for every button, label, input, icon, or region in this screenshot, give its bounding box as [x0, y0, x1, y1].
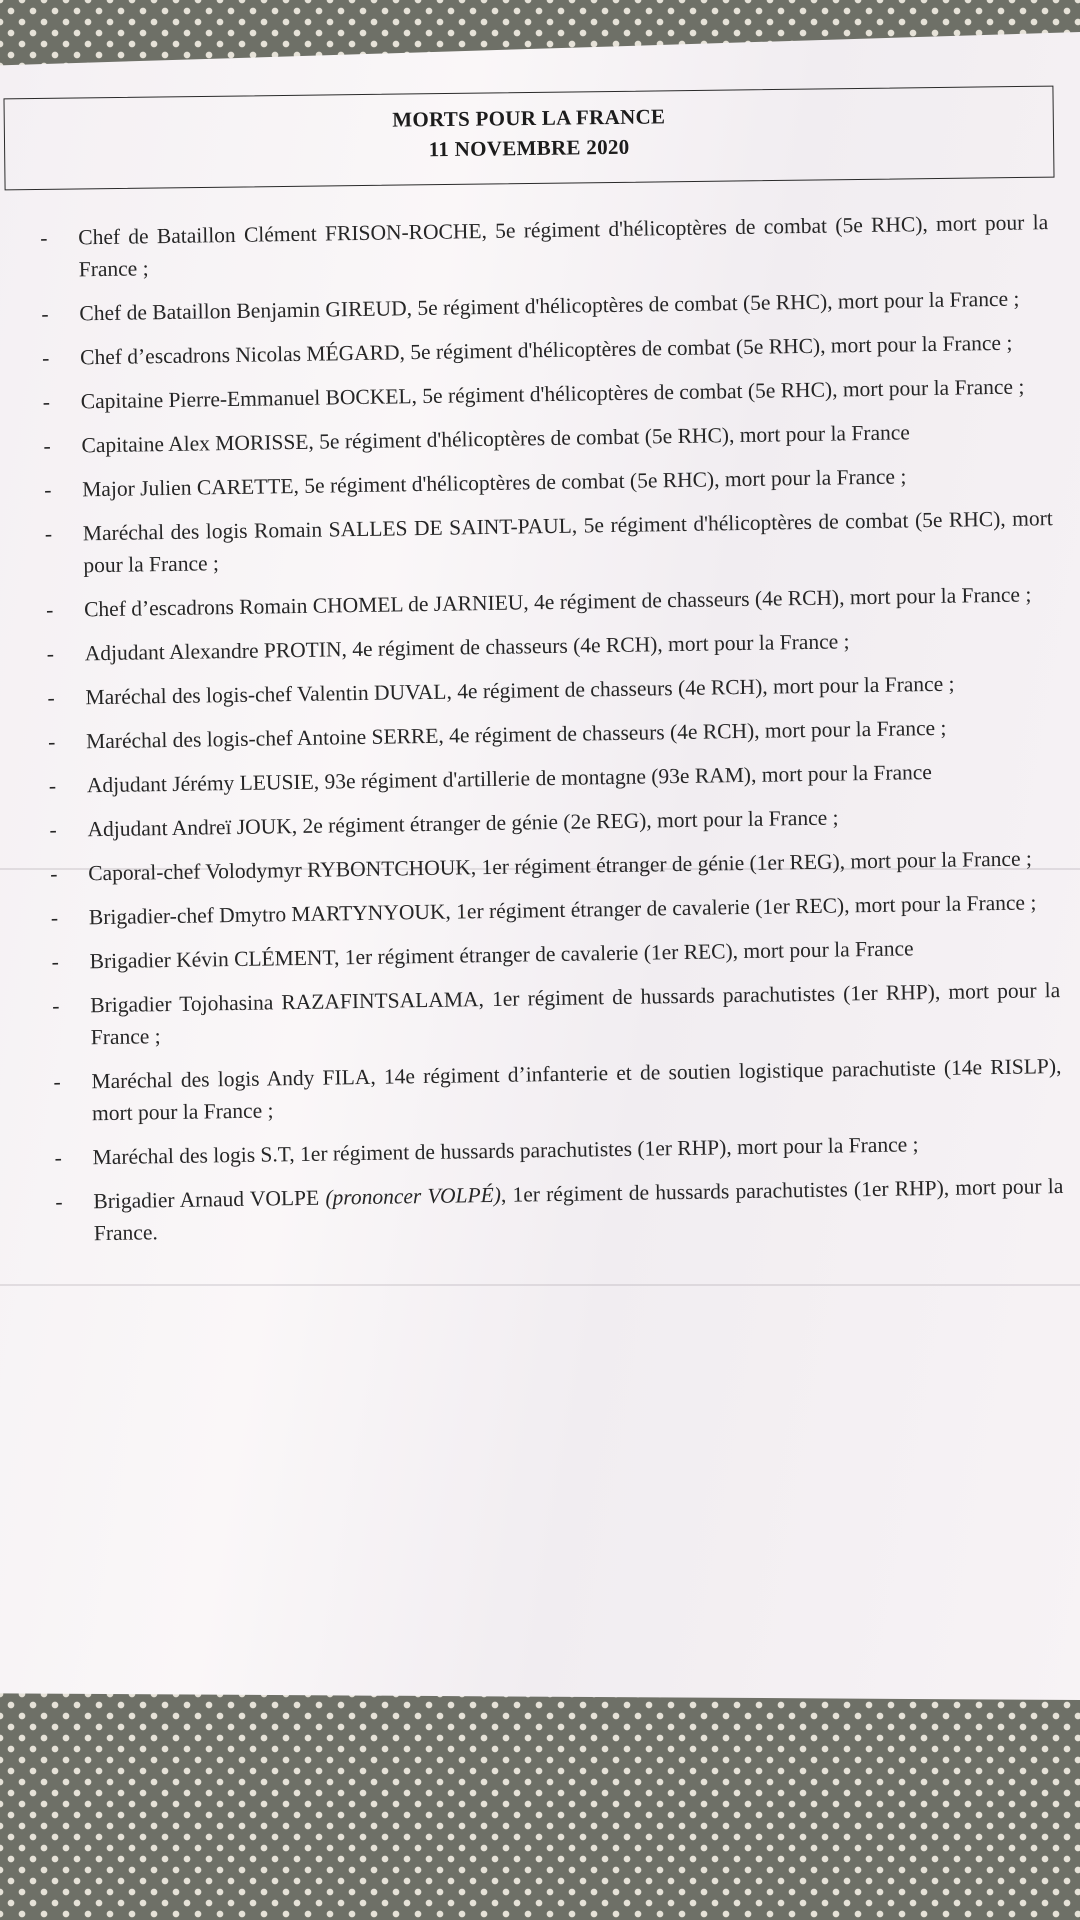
- entry-text: Brigadier Tojohasina RAZAFINTSALAMA, 1er régiment de hussards parachutistes (1er RHP), mort pour la France ;: [90, 978, 1061, 1050]
- entry-text: Maréchal des logis-chef Antoine SERRE, 4e régiment de chasseurs (4e RCH), mort pour la France ;: [85, 715, 947, 754]
- bullet-dash: -: [53, 1069, 61, 1094]
- list-item: [44, 578, 1054, 626]
- list-item: [48, 842, 1058, 890]
- bullet-dash: -: [46, 641, 55, 666]
- casualty-list: [38, 206, 1064, 1262]
- document-date: 11 NOVEMBRE 2020: [428, 134, 630, 162]
- list-item: [50, 974, 1061, 1054]
- bullet-dash: -: [54, 1145, 63, 1170]
- list-item: [45, 622, 1055, 670]
- entry-text: Maréchal des logis Romain SALLES DE SAINT-PAUL, 5e régiment d'hélicoptères de combat (5e RHC), mort pour la France ;: [82, 506, 1053, 578]
- entry-text: Caporal-chef Volodymyr RYBONTCHOUK, 1er régiment étranger de génie (1er REG), mort pour la France ;: [88, 846, 1033, 886]
- bullet-dash: -: [55, 1189, 63, 1214]
- bullet-dash: -: [49, 817, 57, 842]
- list-item: [43, 502, 1054, 582]
- entry-text: Chef de Bataillon Clément FRISON-ROCHE, 5e régiment d'hélicoptères de combat (5e RHC), mort pour la France ;: [78, 210, 1049, 282]
- bullet-dash: -: [50, 861, 58, 886]
- entry-text: Maréchal des logis Andy FILA, 14e régiment d’infanterie et de soutien logistique parachutiste (14e RISLP), mort pour la France ;: [91, 1054, 1062, 1126]
- entry-text-start: Brigadier Arnaud VOLPE: [93, 1185, 326, 1214]
- list-item: [49, 886, 1059, 934]
- bullet-dash: -: [42, 389, 51, 414]
- bullet-dash: -: [41, 345, 50, 370]
- list-item: [40, 326, 1050, 374]
- bullet-dash: -: [52, 993, 60, 1018]
- entry-text: Capitaine Pierre-Emmanuel BOCKEL, 5e régiment d'hélicoptères de combat (5e RHC), mort pour la France ;: [80, 374, 1025, 414]
- list-item: [45, 666, 1055, 714]
- list-item: [41, 414, 1051, 462]
- bullet-dash: -: [43, 433, 51, 458]
- list-item: [47, 798, 1057, 846]
- entry-text: Adjudant Jérémy LEUSIE, 93e régiment d'artillerie de montagne (93e RAM), mort pour la France: [86, 760, 933, 798]
- list-item: [52, 1126, 1062, 1174]
- entry-text: Brigadier Kévin CLÉMENT, 1er régiment étranger de cavalerie (1er REC), mort pour la France: [89, 936, 914, 974]
- bullet-dash: -: [51, 949, 59, 974]
- list-item: [51, 1050, 1062, 1130]
- bullet-dash: -: [45, 597, 54, 622]
- bullet-dash: -: [44, 521, 53, 546]
- entry-text: Major Julien CARETTE, 5e régiment d'hélicoptères de combat (5e RHC), mort pour la France ;: [82, 464, 907, 502]
- list-item: [46, 710, 1056, 758]
- pronunciation-note: (prononcer VOLPÉ): [325, 1182, 502, 1210]
- bullet-dash: -: [44, 477, 52, 502]
- bullet-dash: -: [47, 685, 55, 710]
- entry-text: Adjudant Alexandre PROTIN, 4e régiment de chasseurs (4e RCH), mort pour la France ;: [84, 629, 850, 666]
- document-title: MORTS POUR LA FRANCE: [392, 104, 666, 132]
- bullet-dash: -: [41, 301, 49, 326]
- entry-text: Chef d’escadrons Nicolas MÉGARD, 5e régiment d'hélicoptères de combat (5e RHC), mort pour la France ;: [79, 330, 1013, 370]
- bullet-dash: -: [48, 773, 57, 798]
- list-item: [39, 282, 1049, 330]
- bullet-dash: -: [50, 905, 59, 930]
- bullet-dash: -: [40, 225, 48, 250]
- list-item: [41, 370, 1051, 418]
- fold-line: [0, 1284, 1080, 1286]
- list-item: [49, 930, 1059, 978]
- entry-text: Capitaine Alex MORISSE, 5e régiment d'hélicoptères de combat (5e RHC), mort pour la France: [81, 420, 911, 458]
- list-item: [53, 1170, 1064, 1250]
- title-box: [3, 86, 1054, 191]
- entry-text: Maréchal des logis S.T, 1er régiment de hussards parachutistes (1er RHP), mort pour la France ;: [92, 1132, 919, 1170]
- entry-text-end: , 1er régiment de hussards parachutistes (1er RHP), mort pour la France.: [93, 1174, 1064, 1246]
- list-item: [47, 754, 1057, 802]
- entry-text: Brigadier-chef Dmytro MARTYNYOUK, 1er régiment étranger de cavalerie (1er REC), mort pour la France ;: [88, 890, 1037, 930]
- list-item: [42, 458, 1052, 506]
- bullet-dash: -: [47, 729, 56, 754]
- entry-text: Adjudant Andreï JOUK, 2e régiment étranger de génie (2e REG), mort pour la France ;: [87, 805, 839, 842]
- entry-text: Maréchal des logis-chef Valentin DUVAL, 4e régiment de chasseurs (4e RCH), mort pour la France ;: [85, 671, 955, 710]
- entry-text: Chef d’escadrons Romain CHOMEL de JARNIEU, 4e régiment de chasseurs (4e RCH), mort pour la France ;: [83, 582, 1032, 622]
- entry-text: Chef de Bataillon Benjamin GIREUD, 5e régiment d'hélicoptères de combat (5e RHC), mort pour la France ;: [79, 286, 1020, 326]
